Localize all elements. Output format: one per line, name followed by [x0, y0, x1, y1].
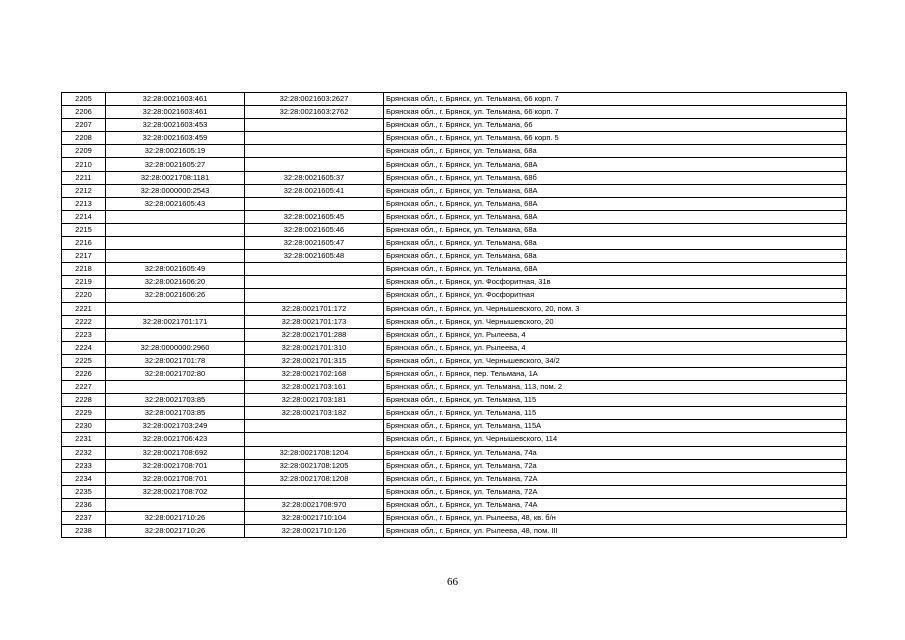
table-row: [62, 106, 847, 119]
row-number-cell: 2229: [62, 407, 106, 420]
row-number-cell: 2224: [62, 341, 106, 354]
object-number-cell: 32:28:0021605:41: [245, 184, 384, 197]
row-number-cell: 2230: [62, 420, 106, 433]
page-number: 66: [447, 576, 458, 588]
object-number-cell: [245, 420, 384, 433]
table-row: [62, 354, 847, 367]
table-row: [62, 485, 847, 498]
table-row: [62, 525, 847, 538]
cadastral-number-cell: [106, 328, 245, 341]
row-number-cell: 2205: [62, 93, 106, 106]
address-cell: Брянская обл., г. Брянск, ул. Рылеева, 4: [384, 341, 847, 354]
table-row: [62, 341, 847, 354]
cadastral-number-cell: 32:28:0021703:85: [106, 407, 245, 420]
cadastral-number-cell: 32:28:0021708:701: [106, 472, 245, 485]
table-row: [62, 93, 847, 106]
table-row: [62, 171, 847, 184]
cadastral-number-cell: 32:28:0021708:702: [106, 485, 245, 498]
object-number-cell: 32:28:0021708:1208: [245, 472, 384, 485]
row-number-cell: 2235: [62, 485, 106, 498]
object-number-cell: [245, 145, 384, 158]
cadastral-number-cell: 32:28:0021605:19: [106, 145, 245, 158]
cadastral-number-cell: 32:28:0021708:692: [106, 446, 245, 459]
cadastral-number-cell: 32:28:0021606:20: [106, 276, 245, 289]
object-number-cell: 32:28:0021605:46: [245, 223, 384, 236]
address-cell: Брянская обл., г. Брянск, ул. Тельмана, 68б: [384, 171, 847, 184]
row-number-cell: 2238: [62, 525, 106, 538]
object-number-cell: 32:28:0021710:126: [245, 525, 384, 538]
cadastral-number-cell: [106, 381, 245, 394]
table-row: [62, 328, 847, 341]
cadastral-number-cell: 32:28:0021702:80: [106, 367, 245, 380]
object-number-cell: 32:28:0021605:45: [245, 210, 384, 223]
cadastral-number-cell: 32:28:0021703:85: [106, 394, 245, 407]
cadastral-table: [61, 92, 847, 538]
address-cell: Брянская обл., г. Брянск, ул. Фосфоритная, 31в: [384, 276, 847, 289]
address-cell: Брянская обл., г. Брянск, ул. Тельмана, 74А: [384, 498, 847, 511]
table-row: [62, 512, 847, 525]
table-row: [62, 315, 847, 328]
address-cell: Брянская обл., г. Брянск, ул. Тельмана, 68А: [384, 197, 847, 210]
row-number-cell: 2227: [62, 381, 106, 394]
cadastral-number-cell: 32:28:0021708:1181: [106, 171, 245, 184]
row-number-cell: 2213: [62, 197, 106, 210]
table-row: [62, 289, 847, 302]
cadastral-number-cell: 32:28:0021603:459: [106, 132, 245, 145]
table-row: [62, 381, 847, 394]
object-number-cell: 32:28:0021701:173: [245, 315, 384, 328]
table-row: [62, 237, 847, 250]
address-cell: Брянская обл., г. Брянск, ул. Тельмана, 72а: [384, 459, 847, 472]
address-cell: Брянская обл., г. Брянск, ул. Тельмана, 68А: [384, 184, 847, 197]
object-number-cell: 32:28:0021603:2762: [245, 106, 384, 119]
address-cell: Брянская обл., г. Брянск, ул. Рылеева, 48, кв. б/н: [384, 512, 847, 525]
cadastral-number-cell: [106, 250, 245, 263]
table-row: [62, 250, 847, 263]
table-row: [62, 367, 847, 380]
address-cell: Брянская обл., г. Брянск, ул. Чернышевского, 34/2: [384, 354, 847, 367]
address-cell: Брянская обл., г. Брянск, ул. Тельмана, 68а: [384, 145, 847, 158]
address-cell: Брянская обл., г. Брянск, пер. Тельмана, 1А: [384, 367, 847, 380]
cadastral-number-cell: 32:28:0021706:423: [106, 433, 245, 446]
object-number-cell: 32:28:0021703:181: [245, 394, 384, 407]
row-number-cell: 2225: [62, 354, 106, 367]
row-number-cell: 2211: [62, 171, 106, 184]
address-cell: Брянская обл., г. Брянск, ул. Тельмана, 68А: [384, 263, 847, 276]
address-cell: Брянская обл., г. Брянск, ул. Тельмана, 68а: [384, 237, 847, 250]
address-cell: Брянская обл., г. Брянск, ул. Тельмана, 68а: [384, 223, 847, 236]
table-body: [62, 93, 847, 538]
object-number-cell: 32:28:0021703:161: [245, 381, 384, 394]
row-number-cell: 2231: [62, 433, 106, 446]
cadastral-number-cell: 32:28:0021605:49: [106, 263, 245, 276]
table-row: [62, 119, 847, 132]
table-row: [62, 394, 847, 407]
cadastral-number-cell: 32:28:0021703:249: [106, 420, 245, 433]
row-number-cell: 2210: [62, 158, 106, 171]
cadastral-number-cell: 32:28:0021603:453: [106, 119, 245, 132]
table-row: [62, 210, 847, 223]
table-row: [62, 446, 847, 459]
row-number-cell: 2207: [62, 119, 106, 132]
table-row: [62, 472, 847, 485]
address-cell: Брянская обл., г. Брянск, ул. Тельмана, 72А: [384, 472, 847, 485]
address-cell: Брянская обл., г. Брянск, ул. Тельмана, 115: [384, 394, 847, 407]
object-number-cell: 32:28:0021701:288: [245, 328, 384, 341]
cadastral-number-cell: 32:28:0000000:2960: [106, 341, 245, 354]
object-number-cell: 32:28:0021708:970: [245, 498, 384, 511]
row-number-cell: 2236: [62, 498, 106, 511]
table-row: [62, 433, 847, 446]
table-row: [62, 459, 847, 472]
table-row: [62, 132, 847, 145]
row-number-cell: 2214: [62, 210, 106, 223]
row-number-cell: 2219: [62, 276, 106, 289]
cadastral-number-cell: [106, 210, 245, 223]
address-cell: Брянская обл., г. Брянск, ул. Тельмана, 74а: [384, 446, 847, 459]
object-number-cell: [245, 119, 384, 132]
cadastral-number-cell: 32:28:0021710:26: [106, 525, 245, 538]
address-cell: Брянская обл., г. Брянск, ул. Тельмана, 66 корп. 5: [384, 132, 847, 145]
object-number-cell: 32:28:0021710:104: [245, 512, 384, 525]
cadastral-number-cell: [106, 237, 245, 250]
row-number-cell: 2237: [62, 512, 106, 525]
object-number-cell: [245, 485, 384, 498]
object-number-cell: [245, 433, 384, 446]
address-cell: Брянская обл., г. Брянск, ул. Тельмана, 113, пом. 2: [384, 381, 847, 394]
table-row: [62, 276, 847, 289]
object-number-cell: 32:28:0021605:37: [245, 171, 384, 184]
object-number-cell: [245, 289, 384, 302]
address-cell: Брянская обл., г. Брянск, ул. Тельмана, 68А: [384, 158, 847, 171]
object-number-cell: 32:28:0021603:2627: [245, 93, 384, 106]
address-cell: Брянская обл., г. Брянск, ул. Чернышевского, 20: [384, 315, 847, 328]
row-number-cell: 2206: [62, 106, 106, 119]
cadastral-number-cell: 32:28:0021701:171: [106, 315, 245, 328]
cadastral-number-cell: 32:28:0021701:78: [106, 354, 245, 367]
address-cell: Брянская обл., г. Брянск, ул. Тельмана, 66 корп. 7: [384, 93, 847, 106]
cadastral-number-cell: 32:28:0021603:461: [106, 106, 245, 119]
table-row: [62, 407, 847, 420]
table-row: [62, 158, 847, 171]
address-cell: Брянская обл., г. Брянск, ул. Фосфоритная: [384, 289, 847, 302]
row-number-cell: 2221: [62, 302, 106, 315]
object-number-cell: [245, 263, 384, 276]
address-cell: Брянская обл., г. Брянск, ул. Чернышевского, 114: [384, 433, 847, 446]
row-number-cell: 2228: [62, 394, 106, 407]
table-row: [62, 263, 847, 276]
row-number-cell: 2212: [62, 184, 106, 197]
row-number-cell: 2209: [62, 145, 106, 158]
object-number-cell: 32:28:0021708:1204: [245, 446, 384, 459]
table-row: [62, 145, 847, 158]
cadastral-number-cell: 32:28:0021710:26: [106, 512, 245, 525]
address-cell: Брянская обл., г. Брянск, ул. Рылеева, 4: [384, 328, 847, 341]
address-cell: Брянская обл., г. Брянск, ул. Тельмана, 66: [384, 119, 847, 132]
row-number-cell: 2232: [62, 446, 106, 459]
cadastral-number-cell: [106, 223, 245, 236]
address-cell: Брянская обл., г. Брянск, ул. Тельмана, 66 корп. 7: [384, 106, 847, 119]
address-cell: Брянская обл., г. Брянск, ул. Тельмана, 115: [384, 407, 847, 420]
object-number-cell: 32:28:0021702:168: [245, 367, 384, 380]
address-cell: Брянская обл., г. Брянск, ул. Чернышевского, 20, пом. 3: [384, 302, 847, 315]
row-number-cell: 2233: [62, 459, 106, 472]
object-number-cell: [245, 132, 384, 145]
object-number-cell: 32:28:0021701:172: [245, 302, 384, 315]
row-number-cell: 2220: [62, 289, 106, 302]
cadastral-number-cell: 32:28:0021605:27: [106, 158, 245, 171]
row-number-cell: 2222: [62, 315, 106, 328]
object-number-cell: [245, 197, 384, 210]
object-number-cell: 32:28:0021708:1205: [245, 459, 384, 472]
row-number-cell: 2217: [62, 250, 106, 263]
table-row: [62, 302, 847, 315]
row-number-cell: 2234: [62, 472, 106, 485]
cadastral-number-cell: 32:28:0021603:461: [106, 93, 245, 106]
object-number-cell: 32:28:0021605:47: [245, 237, 384, 250]
row-number-cell: 2215: [62, 223, 106, 236]
cadastral-number-cell: 32:28:0000000:2543: [106, 184, 245, 197]
cadastral-number-cell: 32:28:0021605:43: [106, 197, 245, 210]
cadastral-number-cell: [106, 498, 245, 511]
table-row: [62, 223, 847, 236]
table-row: [62, 197, 847, 210]
object-number-cell: 32:28:0021703:182: [245, 407, 384, 420]
address-cell: Брянская обл., г. Брянск, ул. Тельмана, 115А: [384, 420, 847, 433]
table-row: [62, 420, 847, 433]
table-row: [62, 498, 847, 511]
address-cell: Брянская обл., г. Брянск, ул. Тельмана, 68А: [384, 210, 847, 223]
address-cell: Брянская обл., г. Брянск, ул. Тельмана, 68а: [384, 250, 847, 263]
table-row: [62, 184, 847, 197]
object-number-cell: 32:28:0021701:310: [245, 341, 384, 354]
object-number-cell: [245, 158, 384, 171]
row-number-cell: 2226: [62, 367, 106, 380]
row-number-cell: 2218: [62, 263, 106, 276]
address-cell: Брянская обл., г. Брянск, ул. Тельмана, 72А: [384, 485, 847, 498]
cadastral-number-cell: 32:28:0021606:26: [106, 289, 245, 302]
object-number-cell: [245, 276, 384, 289]
cadastral-number-cell: 32:28:0021708:701: [106, 459, 245, 472]
cadastral-number-cell: [106, 302, 245, 315]
address-cell: Брянская обл., г. Брянск, ул. Рылеева, 48, пом. III: [384, 525, 847, 538]
row-number-cell: 2223: [62, 328, 106, 341]
object-number-cell: 32:28:0021701:315: [245, 354, 384, 367]
row-number-cell: 2216: [62, 237, 106, 250]
object-number-cell: 32:28:0021605:48: [245, 250, 384, 263]
row-number-cell: 2208: [62, 132, 106, 145]
